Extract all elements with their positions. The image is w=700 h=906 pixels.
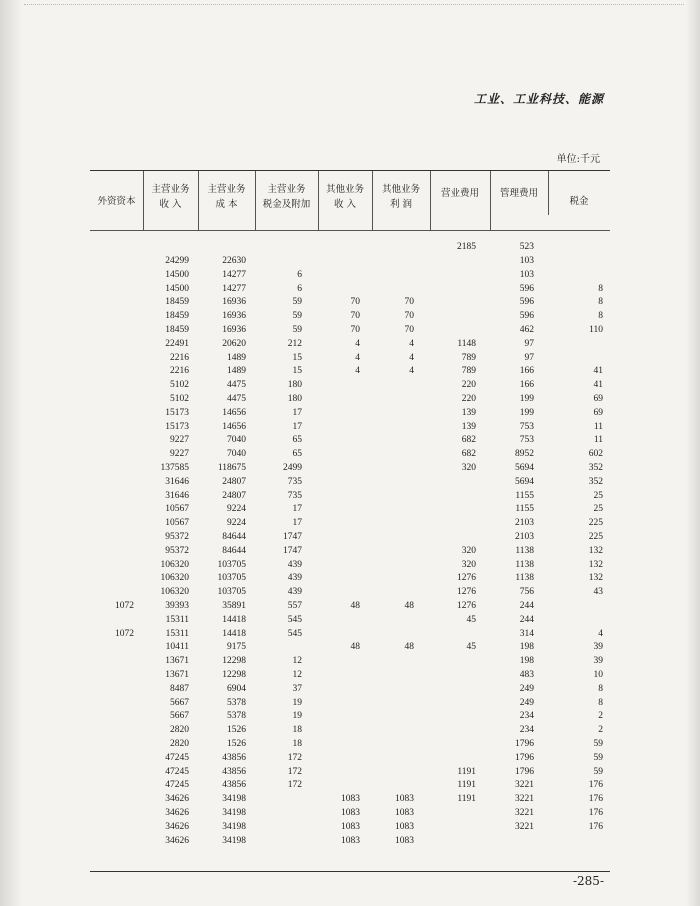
table-cell: 106320: [160, 573, 189, 584]
table-cell: 2185: [457, 242, 476, 253]
table-cell: 1083: [395, 808, 414, 818]
table-cell: 69: [593, 394, 603, 404]
table-cell: 59: [593, 752, 603, 763]
table-cell: 596: [519, 283, 534, 294]
table-cell: 1191: [457, 794, 476, 805]
table-cell: 1083: [395, 794, 414, 805]
table-cell: 34626: [165, 794, 189, 805]
table-cell: 8: [598, 283, 603, 294]
table-cell: 15173: [165, 421, 189, 432]
table-cell: 5102: [170, 380, 189, 391]
table-cell: 19: [292, 697, 302, 708]
table-cell: 106320: [160, 587, 189, 598]
table-cell: 2: [598, 711, 603, 722]
table-cell: 1072: [115, 628, 134, 639]
table-cell: 65: [292, 435, 302, 446]
table-cell: 1796: [515, 766, 534, 777]
table-cell: 1138: [515, 559, 534, 570]
table-cell: 8: [598, 311, 603, 322]
table-cell: 225: [588, 518, 603, 529]
table-cell: 2216: [170, 366, 189, 377]
table-cell: 43856: [222, 752, 246, 763]
table-cell: 59: [593, 739, 603, 749]
table-cell: 352: [588, 463, 603, 473]
table-cell: 14277: [222, 283, 246, 294]
table-cell: 34626: [165, 808, 189, 818]
table-cell: 4: [409, 338, 414, 349]
table-cell: 34626: [165, 821, 189, 832]
header-admin-expense: 管理费用: [499, 188, 538, 199]
table-cell: 198: [519, 642, 534, 653]
table-cell: 103: [519, 256, 534, 266]
table-cell: 10: [593, 670, 603, 680]
table-cell: 41: [593, 366, 603, 377]
header-foreign-capital: 外资资本: [97, 196, 136, 207]
table-cell: 352: [588, 476, 603, 487]
table-cell: 602: [588, 449, 603, 460]
table-cell: 15311: [165, 628, 189, 639]
table-cell: 14277: [222, 269, 246, 280]
table-cell: 9175: [227, 642, 246, 653]
table-cell: 176: [588, 808, 603, 818]
table-cell: 14418: [222, 614, 246, 625]
table-cell: 1526: [227, 739, 246, 749]
table-cell: 545: [287, 614, 302, 625]
table-cell: 1796: [515, 739, 534, 749]
table-cell: 5102: [170, 394, 189, 404]
table-cell: 682: [461, 449, 476, 460]
table-cell: 8487: [170, 683, 189, 694]
table-cell: 34626: [165, 835, 189, 846]
table-cell: 2: [598, 725, 603, 736]
table-cell: 106320: [160, 559, 189, 570]
table-cell: 14500: [165, 269, 189, 280]
table-cell: 1138: [515, 573, 534, 584]
table-cell: 65: [292, 449, 302, 460]
table-bottom-rule: [90, 871, 610, 872]
table-cell: 12: [292, 670, 302, 680]
table-cell: 34198: [222, 794, 246, 805]
header-other-revenue: 其他业务 收 入: [325, 184, 364, 210]
table-cell: 735: [287, 476, 302, 487]
table-cell: 34198: [222, 808, 246, 818]
table-cell: 172: [287, 766, 302, 777]
table-cell: 132: [588, 559, 603, 570]
table-cell: 314: [519, 628, 534, 639]
table-cell: 320: [461, 559, 476, 570]
table-cell: 12: [292, 656, 302, 667]
table-cell: 59: [292, 311, 302, 322]
table-cell: 25: [593, 504, 603, 515]
table-cell: 320: [461, 545, 476, 556]
table-cell: 483: [519, 670, 534, 680]
table-cell: 3221: [515, 821, 534, 832]
table-cell: 45: [466, 642, 476, 653]
table-cell: 10567: [165, 518, 189, 529]
table-cell: 5694: [515, 476, 534, 487]
table-cell: 17: [292, 421, 302, 432]
table-cell: 13671: [165, 670, 189, 680]
table-cell: 132: [588, 545, 603, 556]
table-cell: 16936: [222, 325, 246, 335]
table-cell: 59: [292, 297, 302, 308]
table-cell: 95372: [165, 532, 189, 542]
table-cell: 18459: [165, 297, 189, 308]
table-cell: 180: [287, 380, 302, 391]
table-cell: 18459: [165, 325, 189, 335]
table-cell: 4: [355, 366, 360, 377]
table-cell: 3221: [515, 794, 534, 805]
table-cell: 25: [593, 490, 603, 501]
table-cell: 9224: [227, 504, 246, 515]
table-cell: 110: [589, 325, 603, 335]
table-cell: 12298: [222, 656, 246, 667]
table-cell: 2820: [170, 725, 189, 736]
table-cell: 103705: [217, 573, 246, 584]
table-cell: 2499: [283, 463, 302, 473]
table-cell: 6: [297, 269, 302, 280]
table-cell: 15173: [165, 407, 189, 418]
table-cell: 180: [287, 394, 302, 404]
table-cell: 103705: [217, 559, 246, 570]
table-cell: 97: [524, 352, 534, 363]
table-cell: 132: [588, 573, 603, 584]
table-cell: 11: [593, 435, 603, 446]
table-cell: 1747: [283, 532, 302, 542]
table-cell: 1155: [515, 504, 534, 515]
table-cell: 17: [292, 518, 302, 529]
table-cell: 6904: [227, 683, 246, 694]
header-main-revenue: 主营业务 收 入: [151, 184, 190, 210]
table-cell: 137585: [160, 463, 189, 473]
table-cell: 14418: [222, 628, 246, 639]
table-cell: 756: [519, 587, 534, 598]
table-cell: 34198: [222, 821, 246, 832]
table-cell: 48: [350, 642, 360, 653]
table-cell: 34198: [222, 835, 246, 846]
header-main-cost: 主营业务 成 本: [207, 184, 246, 210]
table-cell: 220: [461, 380, 476, 391]
header-tax: 税金: [569, 196, 589, 207]
table-cell: 4: [355, 338, 360, 349]
table-cell: 212: [287, 338, 302, 349]
top-dotted-edge: [24, 4, 684, 5]
table-cell: 1148: [457, 338, 476, 349]
table-cell: 523: [519, 242, 534, 253]
table-cell: 14656: [222, 407, 246, 418]
table-cell: 37: [292, 683, 302, 694]
table-cell: 35891: [222, 601, 246, 611]
table-cell: 1747: [283, 545, 302, 556]
table-cell: 7040: [227, 435, 246, 446]
unit-label: 单位:千元: [556, 154, 600, 165]
table-cell: 462: [519, 325, 534, 335]
table-cell: 5378: [227, 711, 246, 722]
table-cell: 84644: [222, 545, 246, 556]
table-cell: 16936: [222, 297, 246, 308]
table-cell: 244: [519, 601, 534, 611]
table-cell: 1191: [457, 766, 476, 777]
table-cell: 8: [598, 697, 603, 708]
table-cell: 1083: [341, 821, 360, 832]
table-cell: 103: [519, 269, 534, 280]
table-cell: 59: [593, 766, 603, 777]
table-cell: 1138: [515, 545, 534, 556]
table-cell: 4: [409, 366, 414, 377]
table-cell: 220: [461, 394, 476, 404]
table-cell: 735: [287, 490, 302, 501]
table-cell: 234: [519, 711, 534, 722]
table-cell: 45: [466, 614, 476, 625]
table-cell: 1796: [515, 752, 534, 763]
table-cell: 43: [593, 587, 603, 598]
page-number: -285-: [572, 874, 604, 888]
table-cell: 13671: [165, 656, 189, 667]
table-cell: 24807: [222, 490, 246, 501]
table-cell: 320: [461, 463, 476, 473]
table-cell: 176: [588, 821, 603, 832]
table-cell: 14656: [222, 421, 246, 432]
table-cell: 139: [461, 407, 476, 418]
table-cell: 97: [524, 338, 534, 349]
table-cell: 15: [292, 352, 302, 363]
table-cell: 59: [292, 325, 302, 335]
table-cell: 4: [598, 628, 603, 639]
table-cell: 557: [287, 601, 302, 611]
table-cell: 176: [588, 780, 603, 791]
table-cell: 20620: [222, 338, 246, 349]
table-cell: 84644: [222, 532, 246, 542]
table-cell: 10411: [165, 642, 189, 653]
table-cell: 249: [519, 683, 534, 694]
table-cell: 244: [519, 614, 534, 625]
table-cell: 4475: [227, 394, 246, 404]
table-cell: 234: [519, 725, 534, 736]
table-cell: 139: [461, 421, 476, 432]
table-cell: 14500: [165, 283, 189, 294]
table-cell: 41: [593, 380, 603, 391]
table-cell: 5667: [170, 711, 189, 722]
table-cell: 2103: [515, 532, 534, 542]
table-cell: 70: [404, 325, 414, 335]
table-cell: 10567: [165, 504, 189, 515]
table-cell: 1489: [227, 366, 246, 377]
table-top-rule: [90, 170, 610, 171]
table-cell: 31646: [165, 476, 189, 487]
header-other-profit: 其他业务 利 润: [381, 184, 420, 210]
table-cell: 22630: [222, 256, 246, 266]
table-cell: 1276: [457, 587, 476, 598]
table-cell: 1276: [457, 573, 476, 584]
table-cell: 1083: [341, 835, 360, 846]
table-cell: 7040: [227, 449, 246, 460]
table-cell: 12298: [222, 670, 246, 680]
table-cell: 70: [350, 325, 360, 335]
table-cell: 166: [519, 380, 534, 391]
table-cell: 48: [350, 601, 360, 611]
table-cell: 16936: [222, 311, 246, 322]
table-cell: 39: [593, 642, 603, 653]
table-cell: 24807: [222, 476, 246, 487]
table-cell: 753: [519, 421, 534, 432]
scan-left-edge: [0, 0, 22, 906]
table-cell: 789: [461, 352, 476, 363]
table-cell: 48: [404, 601, 414, 611]
table-cell: 70: [404, 297, 414, 308]
table-cell: 17: [292, 407, 302, 418]
table-cell: 176: [588, 794, 603, 805]
table-cell: 9227: [170, 435, 189, 446]
table-cell: 2103: [515, 518, 534, 529]
table-cell: 4475: [227, 380, 246, 391]
table-cell: 5667: [170, 697, 189, 708]
table-cell: 4: [409, 352, 414, 363]
table-cell: 3221: [515, 780, 534, 791]
table-cell: 1191: [457, 780, 476, 791]
table-cell: 48: [404, 642, 414, 653]
table-cell: 70: [350, 297, 360, 308]
header-main-tax: 主营业务 税金及附加: [262, 184, 311, 210]
table-cell: 47245: [165, 780, 189, 791]
table-cell: 1083: [395, 835, 414, 846]
table-cell: 596: [519, 297, 534, 308]
table-cell: 789: [461, 366, 476, 377]
table-cell: 18459: [165, 311, 189, 322]
table-cell: 11: [593, 421, 603, 432]
table-cell: 439: [287, 587, 302, 598]
table-cell: 1083: [395, 821, 414, 832]
table-cell: 24299: [165, 256, 189, 266]
table-cell: 198: [519, 656, 534, 667]
table-cell: 596: [519, 311, 534, 322]
table-cell: 682: [461, 435, 476, 446]
table-cell: 43856: [222, 780, 246, 791]
table-cell: 9224: [227, 518, 246, 529]
scan-right-edge: [686, 0, 700, 906]
section-title: 工业、工业科技、能源: [473, 92, 604, 106]
table-cell: 15311: [165, 614, 189, 625]
table-cell: 225: [588, 532, 603, 542]
table-cell: 70: [350, 311, 360, 322]
table-cell: 3221: [515, 808, 534, 818]
table-header-rule: [90, 230, 610, 231]
table-cell: 1276: [457, 601, 476, 611]
table-cell: 39393: [165, 601, 189, 611]
table-cell: 1083: [341, 808, 360, 818]
table-cell: 69: [593, 407, 603, 418]
table-cell: 166: [519, 366, 534, 377]
table-cell: 172: [287, 780, 302, 791]
table-cell: 8952: [515, 449, 534, 460]
table-cell: 439: [287, 559, 302, 570]
table-cell: 2216: [170, 352, 189, 363]
table-cell: 118675: [217, 463, 246, 473]
table-cell: 2820: [170, 739, 189, 749]
table-cell: 47245: [165, 752, 189, 763]
table-cell: 1526: [227, 725, 246, 736]
table-cell: 8: [598, 683, 603, 694]
table-cell: 31646: [165, 490, 189, 501]
table-cell: 753: [519, 435, 534, 446]
table-cell: 17: [292, 504, 302, 515]
table-cell: 199: [519, 394, 534, 404]
table-cell: 1155: [515, 490, 534, 501]
table-cell: 545: [287, 628, 302, 639]
table-cell: 1072: [115, 601, 134, 611]
table-cell: 4: [355, 352, 360, 363]
table-cell: 5694: [515, 463, 534, 473]
table-cell: 95372: [165, 545, 189, 556]
table-cell: 1489: [227, 352, 246, 363]
table-cell: 47245: [165, 766, 189, 777]
header-selling-expense: 营业费用: [440, 188, 479, 199]
table-cell: 9227: [170, 449, 189, 460]
table-cell: 103705: [217, 587, 246, 598]
table-cell: 5378: [227, 697, 246, 708]
table-cell: 18: [292, 739, 302, 749]
table-cell: 172: [287, 752, 302, 763]
table-cell: 39: [593, 656, 603, 667]
table-cell: 439: [287, 573, 302, 584]
table-cell: 22491: [165, 338, 189, 349]
table-cell: 18: [292, 725, 302, 736]
table-cell: 15: [292, 366, 302, 377]
table-cell: 6: [297, 283, 302, 294]
table-cell: 199: [519, 407, 534, 418]
table-cell: 1083: [341, 794, 360, 805]
table-cell: 19: [292, 711, 302, 722]
table-cell: 249: [519, 697, 534, 708]
table-cell: 8: [598, 297, 603, 308]
table-cell: 70: [404, 311, 414, 322]
table-cell: 43856: [222, 766, 246, 777]
